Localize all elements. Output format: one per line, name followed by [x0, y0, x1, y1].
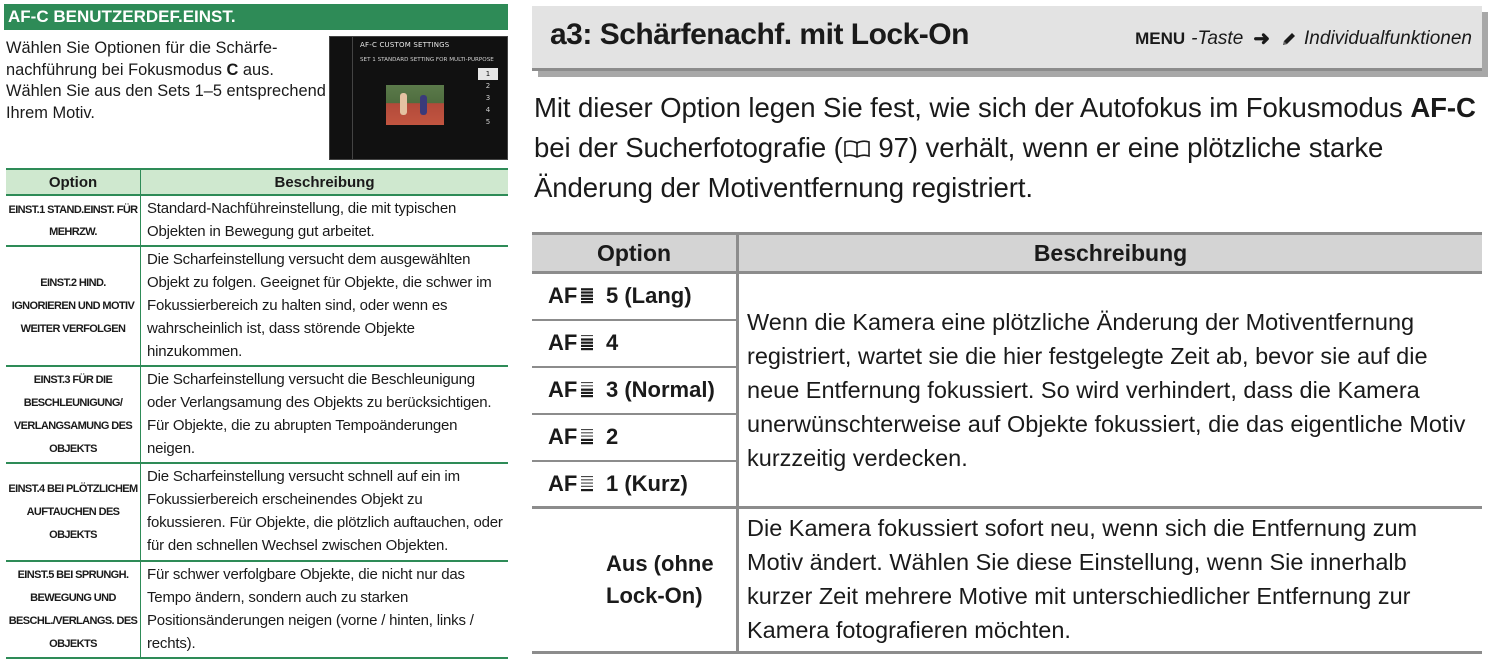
level-bar-filled — [581, 439, 593, 441]
screen-preview-photo — [386, 85, 444, 125]
option-cell: EINST.3 FÜR DIE BESCHLEUNIGUNG/ VERLANGSAMUNG DES OBJEKTS — [6, 366, 141, 463]
description-cell: Die Scharfeinstellung versucht schnell auf ein im Fokussierbereich erscheinendes Objekt zu fokussieren. Für Objekte, die plötzlich auftauchen, oder für den schnellen Wechsel zwischen Objekten. — [141, 463, 509, 561]
section-header — [532, 6, 1482, 71]
option-label: 1 (Kurz) — [606, 470, 688, 496]
level-bar-filled — [581, 338, 593, 340]
table-row — [6, 246, 508, 366]
screen-subtitle: SET 1 STANDARD SETTING FOR MULTI-PURPOSE — [360, 57, 494, 63]
description-cell: Die Kamera fokussiert sofort neu, wenn sich die Entfernung zum Motiv ändert. Wählen Sie diese Einstellung, wenn Sie innerhalb kurzer Zeit mehrere Motive mit unterschiedlicher Entfernung zur Kamera fotografieren möchten. — [738, 508, 1483, 653]
af-label: AF — [548, 283, 578, 309]
level-bar-filled — [581, 292, 593, 294]
description-cell: Wenn die Kamera eine plötzliche Änderung der Motiventfernung registriert, wartet sie die hier festgelegte Zeit ab, bevor sie auf die neue Entfernung fokussiert. So wird verhindert, dass die Kamera unerwünschterweise auf Objekte fokussiert, die das eigentliche Motiv kurzzeitig verdecken. — [747, 309, 1466, 471]
table-row — [6, 366, 508, 463]
screen-set-list — [478, 68, 498, 128]
description-cell: Standard-Nachführeinstellung, die mit typischen Objekten in Bewegung gut arbeitet. — [141, 195, 509, 246]
intro-bold-mode: C — [226, 60, 239, 79]
level-bar-filled — [581, 288, 593, 290]
level-bar-filled — [581, 295, 593, 297]
lock-level-bars-icon — [580, 474, 594, 492]
option-label: 4 — [606, 330, 619, 355]
af-label: AF — [548, 424, 578, 449]
description-cell: Die Scharfeinstellung versucht dem ausgewählten Objekt zu folgen. Geeignet für Objekte, die schwer im Fokussierbereich zu halten sind, oder wenn es wahrscheinlich ist, dass störende Objekte hinzukommen. — [141, 246, 509, 366]
table-header-row — [6, 169, 508, 195]
level-bar-empty — [581, 486, 593, 487]
header-option: Option — [532, 234, 738, 273]
option-label: 5 (Lang) — [606, 283, 692, 309]
level-bar-filled — [581, 489, 593, 491]
left-options-table — [6, 168, 508, 659]
pencil-icon — [1280, 30, 1298, 48]
option-label: 3 (Normal) — [606, 377, 715, 402]
table-row — [532, 273, 1482, 320]
screen-sidebar — [352, 37, 353, 159]
level-bar-filled — [581, 348, 593, 350]
screen-title: AF-C CUSTOM SETTINGS — [360, 41, 450, 49]
screen-set-item: 1 — [478, 68, 498, 80]
screen-set-item: 2 — [485, 82, 491, 90]
level-bar-empty — [581, 429, 593, 430]
page-reference: 97 — [870, 132, 909, 163]
af-label: AF — [548, 377, 578, 402]
option-cell — [532, 367, 738, 414]
right-options-table — [532, 232, 1482, 654]
af-lock-level-icon — [548, 424, 606, 450]
left-intro-text — [6, 38, 328, 124]
camera-screen-image — [329, 36, 508, 160]
right-page — [532, 0, 1498, 664]
level-bar-filled — [581, 301, 593, 303]
right-intro-text — [534, 88, 1484, 208]
menu-label: MENU — [1135, 28, 1186, 48]
lock-level-bars-icon — [580, 427, 594, 445]
option-cell: EINST.5 BEI SPRUNGH. BEWEGUNG UND BESCHL./VERLANGS. DES OBJEKTS — [6, 561, 141, 658]
table-row — [6, 561, 508, 658]
level-bar-filled — [581, 442, 593, 444]
table-row — [532, 508, 1482, 653]
lock-level-bars-icon — [580, 333, 594, 351]
header-description: Beschreibung — [738, 234, 1483, 273]
table-row — [6, 195, 508, 246]
table-header-row — [532, 234, 1482, 273]
description-cell: Für schwer verfolgbare Objekte, die nicht nur das Tempo ändern, sondern auch zu starken Positionsänderungen neigen (vorne / hinten, links / rechts). — [141, 561, 509, 658]
option-cell: Aus (ohne Lock-On) — [532, 508, 738, 653]
af-label: AF — [548, 470, 578, 496]
level-bar-empty — [581, 382, 593, 383]
level-bar-filled — [581, 345, 593, 347]
option-cell: EINST.4 BEI PLÖTZLICHEM AUFTAUCHEN DES OBJEKTS — [6, 463, 141, 561]
intro-text-part: aus. Wählen Sie aus den Sets 1–5 entsprechend Ihrem Motiv. — [6, 60, 326, 122]
book-icon — [843, 139, 871, 159]
option-cell — [532, 273, 738, 320]
af-lock-level-icon — [548, 377, 606, 403]
intro-text-part: bei der Sucherfotografie ( — [534, 132, 843, 163]
intro-text-part: Wählen Sie Optionen für die Schärfe-nachführung bei Fokusmodus — [6, 39, 278, 79]
level-bar-filled — [581, 395, 593, 397]
header-description: Beschreibung — [141, 169, 509, 195]
screen-set-item: 3 — [485, 94, 491, 102]
lock-level-bars-icon — [580, 380, 594, 398]
page-title: a3: Schärfenachf. mit Lock-On — [550, 18, 969, 51]
intro-bold-mode: AF-C — [1410, 92, 1476, 123]
menu-target-label: Individualfunktionen — [1304, 27, 1472, 49]
af-lock-level-icon — [548, 471, 606, 497]
description-cell: Die Scharfeinstellung versucht die Beschleunigung oder Verlangsamung des Objekts zu berücksichtigen. Für Objekte, die zu abrupten Tempoänderungen neigen. — [141, 366, 509, 463]
option-cell: EINST.2 HIND. IGNORIEREN UND MOTIV WEITER VERFOLGEN — [6, 246, 141, 366]
arrow-right-icon: ➜ — [1253, 28, 1271, 50]
screen-set-item: 4 — [485, 106, 491, 114]
af-lock-level-icon — [548, 330, 606, 356]
section-banner: AF-C BENUTZERDEF.EINST. — [4, 4, 508, 30]
level-bar-filled — [581, 392, 593, 394]
intro-text-part: Mit dieser Option legen Sie fest, wie sich der Autofokus im Fokusmodus — [534, 92, 1411, 123]
option-cell: EINST.1 STAND.EINST. FÜR MEHRZW. — [6, 195, 141, 246]
level-bar-empty — [581, 479, 593, 480]
level-bar-empty — [581, 482, 593, 483]
menu-path — [1135, 26, 1472, 51]
option-cell — [532, 320, 738, 367]
level-bar-empty — [581, 476, 593, 477]
level-bar-empty — [581, 335, 593, 336]
level-bar-filled — [581, 342, 593, 344]
level-bar-filled — [581, 389, 593, 391]
menu-taste-label: -Taste — [1191, 27, 1244, 49]
header-option: Option — [6, 169, 141, 195]
option-cell — [532, 414, 738, 461]
af-lock-level-icon — [548, 283, 606, 309]
table-row — [6, 463, 508, 561]
level-bar-empty — [581, 385, 593, 386]
level-bar-empty — [581, 436, 593, 437]
lock-level-bars-icon — [580, 286, 594, 304]
option-label: 2 — [606, 424, 619, 449]
option-cell — [532, 461, 738, 508]
left-page — [0, 0, 512, 664]
intro-text-part: ) verhält, wenn er eine plötzliche starke Änderung der Motiventfernung registriert. — [534, 132, 1384, 203]
af-label: AF — [548, 330, 578, 355]
screen-set-item: 5 — [485, 118, 491, 126]
level-bar-filled — [581, 298, 593, 300]
level-bar-empty — [581, 432, 593, 433]
